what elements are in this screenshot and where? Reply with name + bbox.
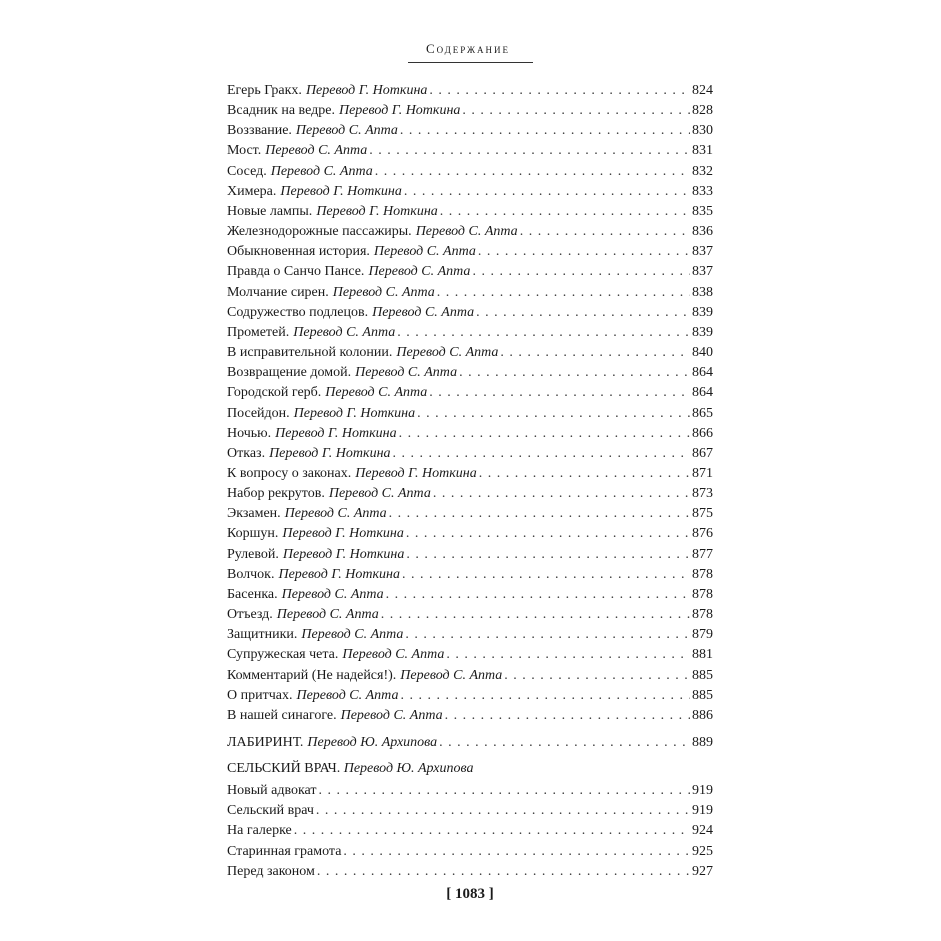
toc-entry[interactable] — [227, 484, 713, 504]
toc-entry-translator: Перевод Г. Ноткина — [282, 526, 404, 542]
toc-entry-page: 839 — [692, 324, 713, 340]
toc-entry[interactable] — [227, 222, 713, 242]
toc-entry-page: 865 — [692, 405, 713, 421]
leader-dots — [504, 666, 690, 686]
leader-dots — [445, 706, 690, 726]
toc-entry-title: Отъезд. — [227, 607, 273, 623]
toc-entry-page: 925 — [692, 843, 713, 859]
toc-entry[interactable] — [227, 821, 713, 841]
toc-entry-page: 886 — [692, 707, 713, 723]
toc-entry-page: 864 — [692, 385, 713, 401]
toc-entry-translator: Перевод С. Апта — [281, 586, 384, 602]
toc-entry[interactable] — [227, 283, 713, 303]
toc-entry-page: 875 — [692, 506, 713, 522]
toc-entry-title: Городской герб. — [227, 385, 322, 401]
toc-entry[interactable] — [227, 842, 713, 862]
toc-entry-translator: Перевод Ю. Архипова — [307, 735, 438, 750]
toc-entry-title: Молчание сирен. — [227, 284, 329, 300]
toc-entry[interactable] — [227, 162, 713, 182]
toc-entry-translator: Перевод С. Апта — [400, 667, 503, 683]
leader-dots — [399, 424, 690, 444]
toc-entry-translator: Перевод С. Апта — [276, 607, 379, 623]
toc-entry[interactable] — [227, 424, 713, 444]
toc-entry-page: 885 — [692, 667, 713, 683]
leader-dots — [317, 862, 690, 882]
toc-entry-title: Новый адвокат — [227, 783, 317, 799]
toc-entry-translator: Перевод Г. Ноткина — [280, 183, 402, 199]
toc-entry-page: 871 — [692, 465, 713, 481]
toc-entry-translator: Перевод Г. Ноткина — [282, 546, 405, 562]
toc-entry[interactable] — [227, 666, 713, 686]
toc-entry[interactable] — [227, 444, 713, 464]
toc-entry-title: Волчок. — [227, 566, 275, 582]
toc-entry-page: 919 — [692, 783, 713, 799]
toc-entry-translator: Перевод С. Апта — [373, 244, 476, 260]
leader-dots — [316, 801, 690, 821]
toc-entry-title: Супружеская чета. — [227, 647, 339, 663]
toc-entry-page: 879 — [692, 627, 713, 643]
toc-entry[interactable] — [227, 383, 713, 403]
leader-dots — [400, 686, 690, 706]
toc-entry[interactable] — [227, 645, 713, 665]
leader-dots — [389, 504, 690, 524]
toc-entry-translator: Перевод С. Апта — [342, 647, 445, 663]
toc-entry-title: Коршун. — [227, 526, 279, 542]
toc-entry[interactable] — [227, 686, 713, 706]
toc-entry-title: Ночью. — [227, 425, 272, 441]
toc-entry-title: Басенка. — [227, 586, 278, 602]
toc-entry-title: На галерке — [227, 823, 292, 839]
toc-entry-translator: Перевод С. Апта — [332, 284, 435, 300]
toc-entry-title: Перед законом — [227, 863, 315, 879]
toc-entry-translator: Перевод С. Апта — [372, 304, 475, 320]
toc-entry-title: ЛАБИРИНТ. — [227, 735, 304, 750]
toc-entry-translator: Перевод Г. Ноткина — [293, 405, 416, 421]
toc-entry[interactable] — [227, 202, 713, 222]
toc-entry-page: 927 — [692, 863, 713, 879]
toc-entry[interactable] — [227, 121, 713, 141]
toc-entry[interactable] — [227, 565, 713, 585]
toc-entry[interactable] — [227, 464, 713, 484]
toc-entry-translator: Перевод С. Апта — [328, 486, 431, 502]
toc-entry-translator: Перевод С. Апта — [293, 324, 396, 340]
toc-entry-page: 837 — [692, 244, 713, 260]
leader-dots — [400, 121, 690, 141]
toc-entry-title: Комментарий (Не надейся!). — [227, 667, 397, 683]
leader-dots — [429, 383, 690, 403]
toc-entry-page: 876 — [692, 526, 713, 542]
leader-dots — [472, 262, 690, 282]
table-of-contents — [227, 81, 713, 882]
leader-dots — [294, 821, 690, 841]
toc-entry[interactable] — [227, 605, 713, 625]
toc-entry-page: 864 — [692, 365, 713, 381]
leader-dots — [369, 141, 690, 161]
leader-dots — [406, 524, 690, 544]
toc-entry-page: 867 — [692, 445, 713, 461]
toc-entry[interactable] — [227, 242, 713, 262]
toc-entry-page: 866 — [692, 425, 713, 441]
toc-entry-title: В исправительной колонии. — [227, 345, 393, 361]
toc-entry-translator: Перевод С. Апта — [284, 506, 387, 522]
toc-entry-translator: Перевод С. Апта — [396, 345, 499, 361]
toc-entry-page: 838 — [692, 284, 713, 300]
toc-entry[interactable] — [227, 625, 713, 645]
toc-entry[interactable] — [227, 524, 713, 544]
leader-dots — [520, 222, 690, 242]
toc-entry-title: К вопросу о законах. — [227, 465, 352, 481]
leader-dots — [343, 842, 690, 862]
section-translator: Перевод Ю. Архипова — [343, 761, 474, 777]
leader-dots — [397, 323, 690, 343]
toc-entry[interactable] — [227, 585, 713, 605]
toc-entry-translator: Перевод С. Апта — [301, 627, 404, 643]
page-number: [ 1083 ] — [446, 886, 494, 902]
toc-entry-title: Защитники. — [227, 627, 298, 643]
toc-entry-translator: Перевод С. Апта — [296, 687, 399, 703]
toc-entry-page: 835 — [692, 203, 713, 219]
leader-dots — [479, 464, 690, 484]
leader-dots — [386, 585, 690, 605]
toc-entry-translator: Перевод С. Апта — [355, 365, 458, 381]
leader-dots — [433, 484, 690, 504]
toc-entry-title: Воззвание. — [227, 123, 292, 139]
toc-section-country-doctor — [227, 781, 713, 882]
leader-dots — [459, 363, 690, 383]
toc-entry-title: Отказ. — [227, 445, 266, 461]
toc-entry[interactable] — [227, 545, 713, 565]
toc-entry-translator: Перевод Г. Ноткина — [278, 566, 400, 582]
leader-dots — [439, 733, 690, 753]
toc-entry-translator: Перевод С. Апта — [368, 264, 471, 280]
toc-entry-translator: Перевод Г. Ноткина — [355, 465, 477, 481]
toc-entry-page: 885 — [692, 687, 713, 703]
toc-entry-page: 837 — [692, 264, 713, 280]
toc-entry-title: Химера. — [227, 183, 277, 199]
toc-section-stories — [227, 81, 713, 726]
toc-section-heading-country-doctor — [227, 759, 713, 781]
leader-dots — [375, 162, 690, 182]
toc-entry-page: 878 — [692, 586, 713, 602]
toc-entry-page: 828 — [692, 103, 713, 119]
toc-entry-labyrinth[interactable] — [227, 733, 713, 753]
toc-entry-title: Новые лампы. — [227, 203, 313, 219]
toc-entry[interactable] — [227, 363, 713, 383]
toc-entry-title: Всадник на ведре. — [227, 103, 335, 119]
leader-dots — [405, 625, 690, 645]
toc-entry-page: 831 — [692, 143, 713, 159]
toc-entry[interactable] — [227, 862, 713, 882]
toc-entry-translator: Перевод С. Апта — [295, 123, 398, 139]
leader-dots — [404, 182, 690, 202]
toc-entry-title: Рулевой. — [227, 546, 279, 562]
section-title: СЕЛЬСКИЙ ВРАЧ. — [227, 761, 341, 777]
toc-entry-page: 881 — [692, 647, 713, 663]
leader-dots — [476, 303, 690, 323]
leader-dots — [478, 242, 690, 262]
toc-entry-title: Правда о Санчо Пансе. — [227, 264, 365, 280]
toc-entry-title: О притчах. — [227, 687, 293, 703]
toc-entry[interactable] — [227, 101, 713, 121]
toc-entry[interactable] — [227, 141, 713, 161]
toc-entry-page: 830 — [692, 123, 713, 139]
leader-dots — [381, 605, 690, 625]
toc-entry-title: Егерь Гракх. — [227, 83, 302, 98]
leader-dots — [440, 202, 690, 222]
leader-dots — [406, 545, 690, 565]
leader-dots — [393, 444, 690, 464]
running-head-rule — [408, 62, 533, 63]
toc-entry-title: В нашей синагоге. — [227, 707, 337, 723]
toc-entry-translator: Перевод С. Апта — [265, 143, 368, 159]
leader-dots — [417, 404, 690, 424]
toc-entry[interactable] — [227, 262, 713, 282]
toc-entry-translator: Перевод С. Апта — [415, 224, 518, 240]
toc-entry-page: 833 — [692, 183, 713, 199]
toc-entry-page: 878 — [692, 607, 713, 623]
toc-entry-title: Возвращение домой. — [227, 365, 352, 381]
toc-entry-title: Содружество подлецов. — [227, 304, 369, 320]
leader-dots — [500, 343, 690, 363]
toc-entry-translator: Перевод С. Апта — [340, 707, 443, 723]
toc-entry-page: 873 — [692, 486, 713, 502]
toc-entry-title: Посейдон. — [227, 405, 290, 421]
leader-dots — [437, 283, 690, 303]
toc-entry-title: Обыкновенная история. — [227, 244, 370, 260]
running-head: Содержание — [425, 41, 511, 56]
leader-dots — [446, 645, 690, 665]
toc-entry-page: 836 — [692, 224, 713, 240]
toc-entry[interactable] — [227, 404, 713, 424]
toc-entry-title: Старинная грамота — [227, 843, 342, 859]
leader-dots — [402, 565, 690, 585]
toc-entry-page: 824 — [692, 83, 713, 98]
toc-entry[interactable] — [227, 343, 713, 363]
toc-entry-title: Набор рекрутов. — [227, 486, 325, 502]
toc-entry-translator: Перевод С. Апта — [325, 385, 428, 401]
toc-entry-title: Железнодорожные пассажиры. — [227, 224, 412, 240]
toc-entry-page: 919 — [692, 803, 713, 819]
toc-entry[interactable] — [227, 323, 713, 343]
toc-entry[interactable] — [227, 81, 713, 101]
toc-entry[interactable] — [227, 182, 713, 202]
toc-entry-title: Прометей. — [227, 324, 290, 340]
leader-dots — [319, 781, 690, 801]
toc-entry[interactable] — [227, 781, 713, 801]
toc-entry-page: 840 — [692, 345, 713, 361]
leader-dots — [429, 81, 690, 101]
toc-entry[interactable] — [227, 303, 713, 323]
toc-entry[interactable] — [227, 504, 713, 524]
toc-entry-page: 877 — [692, 546, 713, 562]
toc-entry-page: 889 — [692, 735, 713, 750]
toc-entry[interactable] — [227, 706, 713, 726]
toc-entry-title: Мост. — [227, 143, 262, 159]
toc-entry-translator: Перевод Г. Ноткина — [338, 103, 461, 119]
toc-entry-page: 832 — [692, 163, 713, 179]
toc-entry-page: 839 — [692, 304, 713, 320]
toc-entry-translator: Перевод Г. Ноткина — [316, 203, 438, 219]
toc-entry-translator: Перевод Г. Ноткина — [275, 425, 397, 441]
toc-entry-translator: Перевод Г. Ноткина — [269, 445, 391, 461]
toc-entry-title: Сельский врач — [227, 803, 314, 819]
toc-entry-translator: Перевод С. Апта — [270, 163, 373, 179]
toc-entry-page: 878 — [692, 566, 713, 582]
toc-entry-page: 924 — [692, 823, 713, 839]
toc-entry[interactable] — [227, 801, 713, 821]
toc-entry-translator: Перевод Г. Ноткина — [305, 83, 428, 98]
toc-entry-title: Сосед. — [227, 163, 267, 179]
leader-dots — [462, 101, 690, 121]
toc-entry-title: Экзамен. — [227, 506, 281, 522]
